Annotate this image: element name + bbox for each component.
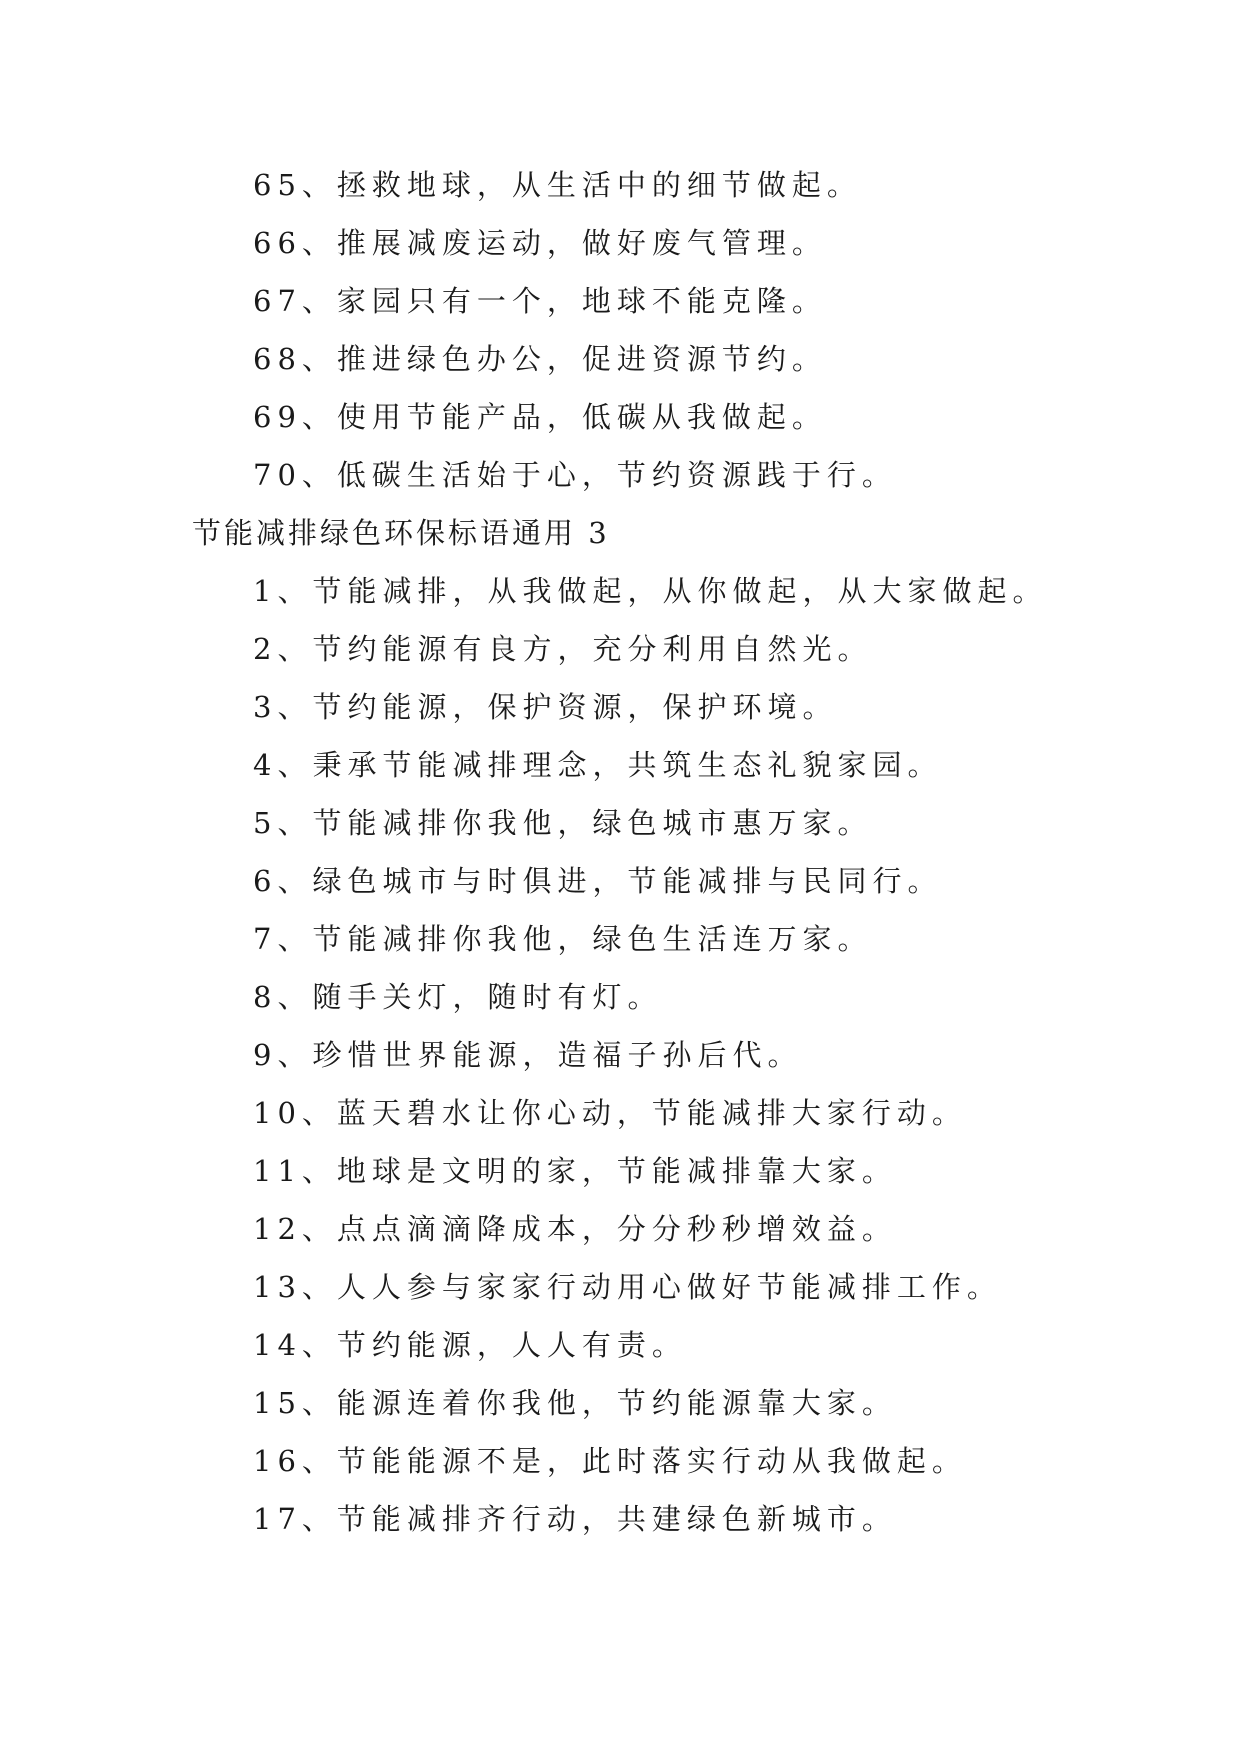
list-item: 12、点点滴滴降成本，分分秒秒增效益。 (253, 1212, 897, 1246)
list-item: 1、节能减排，从我做起，从你做起，从大家做起。 (253, 574, 1048, 608)
list-item: 68、推进绿色办公，促进资源节约。 (253, 342, 827, 376)
list-item: 69、使用节能产品，低碳从我做起。 (253, 400, 827, 434)
list-item: 7、节能减排你我他，绿色生活连万家。 (253, 922, 873, 956)
list-item: 14、节约能源，人人有责。 (253, 1328, 687, 1362)
list-item: 3、节约能源，保护资源，保护环境。 (253, 690, 838, 724)
list-item: 13、人人参与家家行动用心做好节能减排工作。 (253, 1270, 1002, 1304)
list-item: 15、能源连着你我他，节约能源靠大家。 (253, 1386, 897, 1420)
list-item: 17、节能减排齐行动，共建绿色新城市。 (253, 1502, 897, 1536)
list-item: 11、地球是文明的家，节能减排靠大家。 (253, 1154, 897, 1188)
list-item: 2、节约能源有良方，充分利用自然光。 (253, 632, 873, 666)
list-item: 5、节能减排你我他，绿色城市惠万家。 (253, 806, 873, 840)
list-item: 16、节能能源不是，此时落实行动从我做起。 (253, 1444, 967, 1478)
list-item: 10、蓝天碧水让你心动，节能减排大家行动。 (253, 1096, 967, 1130)
list-item: 8、随手关灯，随时有灯。 (253, 980, 663, 1014)
list-item: 4、秉承节能减排理念，共筑生态礼貌家园。 (253, 748, 943, 782)
list-item: 65、拯救地球，从生活中的细节做起。 (253, 168, 862, 202)
list-item: 70、低碳生活始于心，节约资源践于行。 (253, 458, 897, 492)
section-heading: 节能减排绿色环保标语通用 3 (192, 516, 610, 550)
list-item: 67、家园只有一个，地球不能克隆。 (253, 284, 827, 318)
list-item: 9、珍惜世界能源，造福子孙后代。 (253, 1038, 803, 1072)
list-item: 66、推展减废运动，做好废气管理。 (253, 226, 827, 260)
list-item: 6、绿色城市与时俱进，节能减排与民同行。 (253, 864, 943, 898)
